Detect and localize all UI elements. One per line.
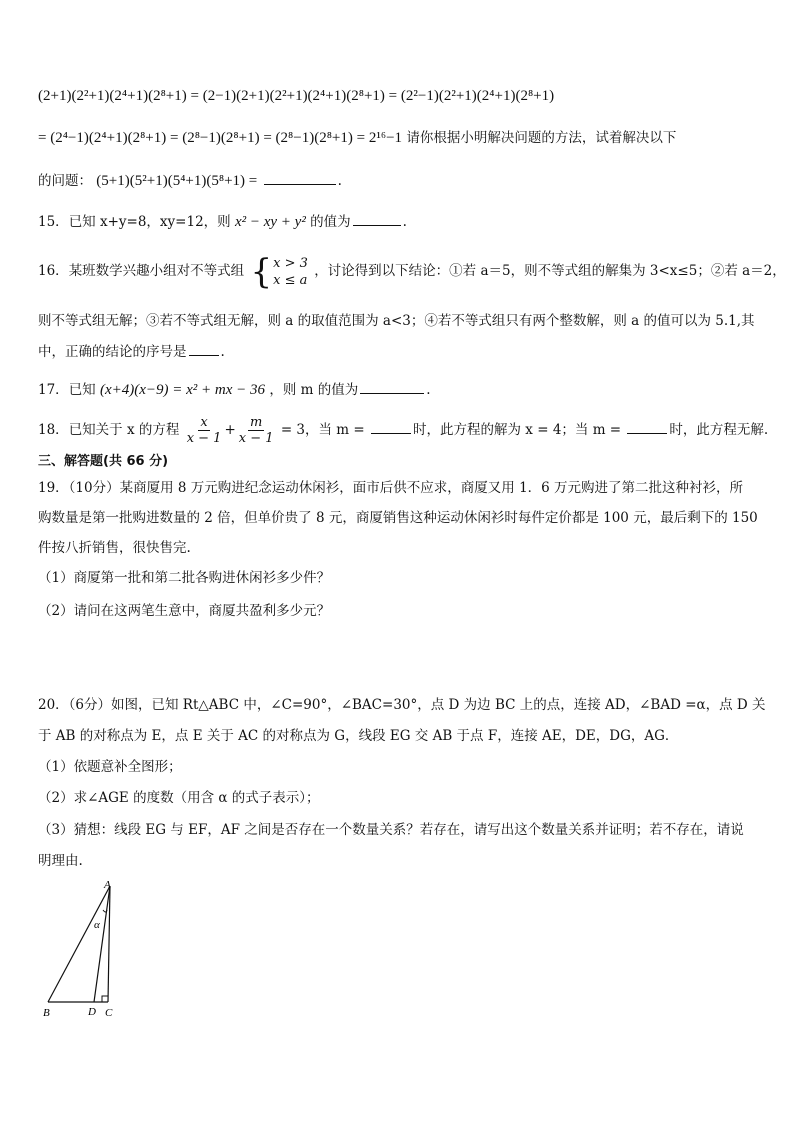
q17 [38, 379, 431, 400]
right-angle-mark [102, 996, 108, 1002]
q19-line3: 件按八折销售，很快售完. [38, 540, 191, 556]
q20-line1: 20．（6分）如图，已知 Rt△ABC 中，∠C=90°，∠BAC=30°，点 D 为边 BC 上的点，连接 AD，∠BAD =α，点 D 关 [38, 697, 766, 713]
q14-line3-end: . [337, 173, 342, 189]
q14-answer-blank[interactable] [264, 170, 336, 185]
segment-ab [48, 886, 110, 1002]
segment-ac [108, 886, 110, 1002]
q16-text-a: 某班数学兴趣小组对不等式组 [68, 263, 245, 279]
q19-line2: 购数量是第一批购进数量的 2 倍，但单价贵了 8 元，商厦销售这种运动休闲衫时每件定价都是 100 元，最后剩下的 150 [38, 510, 758, 526]
q15-answer-blank[interactable] [353, 211, 401, 226]
q18-fraction-2 [237, 415, 276, 446]
q16-line1 [38, 252, 786, 290]
brace-icon: { [250, 251, 273, 292]
q18-frac2-den: x − 1 [238, 431, 274, 446]
q18-frac1-den: x − 1 [186, 431, 222, 446]
q16-sys-row1: x > 3 [273, 255, 308, 271]
q15-number: 15． [38, 214, 69, 230]
q20-line2: 于 AB 的对称点为 E，点 E 关于 AC 的对称点为 G，线段 EG 交 AB 于点 F，连接 AE，DE，DG，AG． [38, 728, 679, 744]
inequality-system [250, 251, 308, 292]
q18-text-a: 已知关于 x 的方程 [68, 422, 180, 438]
q18-fraction-1 [185, 415, 224, 446]
q18-answer-blank-1[interactable] [371, 419, 411, 434]
label-b: B [43, 1007, 50, 1019]
q20-sub1: （1）依题意补全图形； [38, 759, 182, 775]
label-d: D [88, 1006, 96, 1018]
q18-text-c: 时，此方程无解. [669, 422, 769, 438]
q16-answer-blank[interactable] [189, 341, 219, 356]
q15-expr: x² − xy + y² [234, 214, 306, 230]
q16-line3-end: . [220, 344, 225, 360]
q18 [38, 412, 768, 448]
q14-line3-math: (5+1)(5²+1)(5⁴+1)(5⁸+1) = [96, 173, 258, 189]
q20-sub3-line1: （3）猜想：线段 EG 与 EF，AF 之间是否存在一个数量关系？若存在，请写出这个数量关系并证明；若不存在，请说 [38, 822, 744, 838]
q16-sys-row2: x ≤ a [273, 272, 308, 288]
label-alpha: α [94, 919, 100, 931]
segment-ad [94, 886, 110, 1002]
q18-text-b: 时，此方程的解为 x = 4；当 m = [413, 422, 622, 438]
q15-tail: 的值为 [310, 214, 351, 230]
q17-answer-blank[interactable] [360, 379, 424, 394]
q18-plus: + [224, 422, 236, 438]
q19-line1: 19．（10分）某商厦用 8 万元购进纪念运动休闲衫，面市后供不应求，商厦又用 1．6 万元购进了第二批这种衬衫，所 [38, 480, 744, 496]
q17-number: 17． [38, 382, 69, 398]
q16-line3-text: 中，正确的结论的序号是 [38, 344, 187, 360]
section-title: 三、解答题(共 66 分) [38, 454, 169, 469]
q16-number: 16． [38, 263, 69, 279]
q19-sub1: （1）商厦第一批和第二批各购进休闲衫多少件？ [38, 570, 331, 586]
label-c: C [105, 1007, 113, 1019]
q14-line3 [38, 170, 342, 191]
alpha-arc [103, 910, 107, 912]
q18-frac2-num: m [249, 415, 263, 430]
q18-number: 18． [38, 422, 69, 438]
q14-line2-math: = (2⁴−1)(2⁴+1)(2⁸+1) = (2⁸−1)(2⁸+1) = (2⁸−1)(2⁸+1) = 2¹⁶−1 [38, 130, 403, 146]
q19-sub2: （2）请问在这两笔生意中，商厦共盈利多少元？ [38, 603, 331, 619]
q15-text: 已知 x+y=8，xy=12，则 [68, 214, 231, 230]
q17-expr: (x+4)(x−9) = x² + mx − 36 [99, 382, 266, 398]
q16-line2: 则不等式组无解；③若不等式组无解，则 a 的取值范围为 a<3；④若不等式组只有两个整数解，则 a 的值可以为 5.1,其 [38, 313, 755, 329]
q16-line3 [38, 341, 225, 362]
q16-text-b: ，讨论得到以下结论：①若 a＝5，则不等式组的解集为 3<x≤5；②若 a＝2， [314, 263, 786, 279]
q14-line2-text: 请你根据小明解决问题的方法，试着解决以下 [406, 130, 677, 146]
q20-sub3-line2: 明理由. [38, 853, 83, 869]
q14-line1: (2+1)(2²+1)(2⁴+1)(2⁸+1) = (2−1)(2+1)(2²+1)(2⁴+1)(2⁸+1) = (2²−1)(2²+1)(2⁴+1)(2⁸+1) [38, 88, 555, 104]
q18-eq: = 3，当 m = [280, 422, 365, 438]
triangle-figure [38, 872, 128, 1032]
q14-line2 [38, 128, 676, 148]
q20-sub2: （2）求∠AGE 的度数（用含 α 的式子表示）； [38, 790, 320, 806]
q15-end: . [402, 214, 407, 230]
q18-frac1-num: x [200, 415, 208, 430]
q17-tail: ，则 m 的值为 [269, 382, 359, 398]
q17-text: 已知 [68, 382, 96, 398]
q17-end: . [426, 382, 431, 398]
q18-answer-blank-2[interactable] [627, 419, 667, 434]
q14-line3-text: 的问题： [38, 173, 92, 189]
label-a: A [104, 879, 111, 891]
q15 [38, 211, 407, 232]
